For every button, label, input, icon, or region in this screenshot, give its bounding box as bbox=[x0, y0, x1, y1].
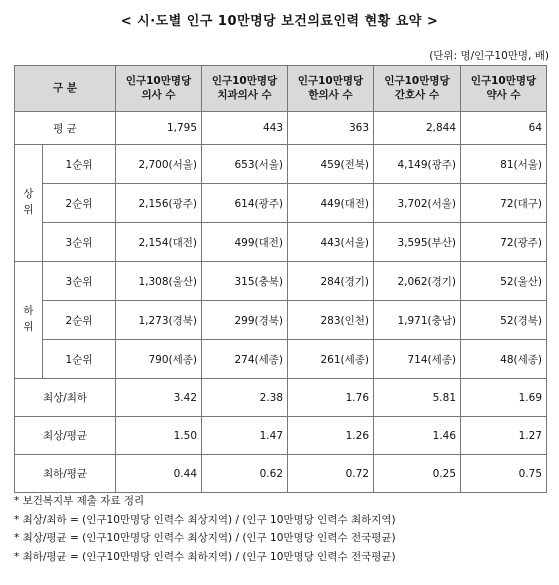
table-cell: 72(대구) bbox=[461, 184, 547, 223]
header-pharmacists: 인구10만명당 약사 수 bbox=[461, 66, 547, 112]
footnote: * 보건복지부 제출 자료 정리 bbox=[14, 495, 145, 507]
table-cell: 443(서울) bbox=[288, 223, 374, 262]
unit-note: (단위: 명/인구10만명, 배) bbox=[429, 50, 549, 62]
table-cell: 5.81 bbox=[374, 379, 461, 417]
table-row-average bbox=[15, 112, 547, 145]
table-cell: 283(인천) bbox=[288, 301, 374, 340]
table-cell: 52(울산) bbox=[461, 262, 547, 301]
table-cell: 499(대전) bbox=[202, 223, 288, 262]
row-label: 3순위 bbox=[43, 223, 116, 262]
table-cell: 1,308(울산) bbox=[116, 262, 202, 301]
table-cell: 0.44 bbox=[116, 455, 202, 493]
table-cell: 81(서울) bbox=[461, 145, 547, 184]
table-cell: 3.42 bbox=[116, 379, 202, 417]
table-cell: 1.50 bbox=[116, 417, 202, 455]
table-cell: 4,149(광주) bbox=[374, 145, 461, 184]
footnote: * 최상/평균 = (인구10만명당 인력수 최상지역) / (인구 10만명당 인력수 전국평균) bbox=[14, 532, 396, 544]
header-nurses: 인구10만명당 간호사 수 bbox=[374, 66, 461, 112]
table-cell: 1,971(충남) bbox=[374, 301, 461, 340]
table-cell: 1.46 bbox=[374, 417, 461, 455]
table-cell: 315(충북) bbox=[202, 262, 288, 301]
table-cell: 653(서울) bbox=[202, 145, 288, 184]
table-cell: 1,273(경북) bbox=[116, 301, 202, 340]
row-label: 3순위 bbox=[43, 262, 116, 301]
table-cell: 0.62 bbox=[202, 455, 288, 493]
table-row-ratio bbox=[15, 455, 547, 493]
footnotes bbox=[14, 492, 396, 566]
table-row bbox=[15, 223, 547, 262]
footnote: * 최하/평균 = (인구10만명당 인력수 최하지역) / (인구 10만명당 인력수 전국평균) bbox=[14, 550, 396, 563]
table-cell: 261(세종) bbox=[288, 340, 374, 379]
table-cell: 790(세종) bbox=[116, 340, 202, 379]
table-cell: 284(경기) bbox=[288, 262, 374, 301]
row-label: 1순위 bbox=[43, 145, 116, 184]
table-cell: 48(세종) bbox=[461, 340, 547, 379]
table-cell: 0.72 bbox=[288, 455, 374, 493]
row-label: 최상/평균 bbox=[15, 417, 116, 455]
table-cell: 1.26 bbox=[288, 417, 374, 455]
row-label: 2순위 bbox=[43, 301, 116, 340]
table-row bbox=[15, 340, 547, 379]
table-cell: 72(광주) bbox=[461, 223, 547, 262]
table-cell: 64 bbox=[461, 112, 547, 145]
summary-table bbox=[14, 65, 547, 493]
row-label: 최하/평균 bbox=[15, 455, 116, 493]
table-cell: 614(광주) bbox=[202, 184, 288, 223]
table-cell: 714(세종) bbox=[374, 340, 461, 379]
header-row bbox=[15, 66, 547, 112]
table-cell: 2,844 bbox=[374, 112, 461, 145]
table-cell: 2,156(광주) bbox=[116, 184, 202, 223]
group-label-top: 상 위 bbox=[15, 145, 43, 262]
table-cell: 52(경북) bbox=[461, 301, 547, 340]
table-cell: 1.47 bbox=[202, 417, 288, 455]
header-oriental-doctors: 인구10만명당 한의사 수 bbox=[288, 66, 374, 112]
document-title: < 시·도별 인구 10만명당 보건의료인력 현황 요약 > bbox=[120, 14, 439, 29]
row-label: 2순위 bbox=[43, 184, 116, 223]
table-cell: 2.38 bbox=[202, 379, 288, 417]
table-cell: 299(경북) bbox=[202, 301, 288, 340]
table-cell: 2,700(서울) bbox=[116, 145, 202, 184]
table-row bbox=[15, 184, 547, 223]
table-cell: 1.69 bbox=[461, 379, 547, 417]
row-label: 최상/최하 bbox=[15, 379, 116, 417]
header-category: 구 분 bbox=[15, 66, 116, 112]
table-row bbox=[15, 262, 547, 301]
table-cell: 2,062(경기) bbox=[374, 262, 461, 301]
table-cell: 459(전북) bbox=[288, 145, 374, 184]
table-cell: 0.75 bbox=[461, 455, 547, 493]
table-cell: 274(세종) bbox=[202, 340, 288, 379]
table-cell: 449(대전) bbox=[288, 184, 374, 223]
table-cell: 363 bbox=[288, 112, 374, 145]
table-cell: 443 bbox=[202, 112, 288, 145]
table-cell: 1.27 bbox=[461, 417, 547, 455]
table-cell: 1.76 bbox=[288, 379, 374, 417]
table-cell: 3,702(서울) bbox=[374, 184, 461, 223]
row-label: 평 균 bbox=[15, 112, 116, 145]
header-doctors: 인구10만명당 의사 수 bbox=[116, 66, 202, 112]
table-cell: 2,154(대전) bbox=[116, 223, 202, 262]
footnote: * 최상/최하 = (인구10만명당 인력수 최상지역) / (인구 10만명당 인력수 최하지역) bbox=[14, 513, 396, 526]
table-row-ratio bbox=[15, 417, 547, 455]
row-label: 1순위 bbox=[43, 340, 116, 379]
table-row bbox=[15, 145, 547, 184]
group-label-bottom: 하 위 bbox=[15, 262, 43, 379]
table-row-ratio bbox=[15, 379, 547, 417]
header-dentists: 인구10만명당 치과의사 수 bbox=[202, 66, 288, 112]
table-cell: 0.25 bbox=[374, 455, 461, 493]
table-cell: 1,795 bbox=[116, 112, 202, 145]
table-row bbox=[15, 301, 547, 340]
table-cell: 3,595(부산) bbox=[374, 223, 461, 262]
